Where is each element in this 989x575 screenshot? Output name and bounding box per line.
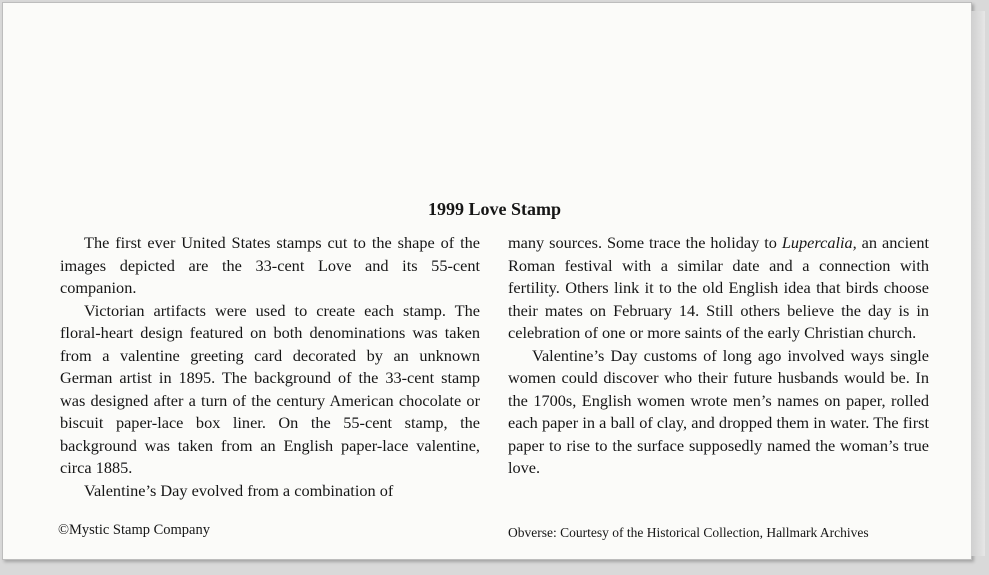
italic-term: Lupercalia, [781, 233, 857, 252]
right-column [508, 232, 929, 480]
left-column [60, 232, 480, 502]
text-run: many sources. Some trace the holiday to [508, 233, 782, 252]
paragraph: The first ever United States stamps cut to the shape of the images depicted are the 33-cent Love and its 55-cent companion. [60, 233, 480, 297]
courtesy-credit: Obverse: Courtesy of the Historical Collection, Hallmark Archives [508, 525, 869, 540]
paragraph-continued [508, 232, 929, 345]
copyright-line: ©Mystic Stamp Company [58, 522, 210, 538]
text-run: an ancient Roman festival with a similar date and a connection with fertility. Others link it to the old English idea that birds choose their mates on February 14. Still others believe the day is in celebration of one or more saints of the early Christian church. [508, 233, 930, 342]
paragraph: Victorian artifacts were used to create each stamp. The floral-heart design featured on both denominations was taken from a valentine greeting card decorated by an unknown German artist in 1895. The background of the 33-cent stamp was designed after a turn of the century American chocolate or biscuit paper-lace box liner. On the 55-cent stamp, the background was taken from an English paper-lace valentine, circa 1885. [60, 300, 480, 477]
paragraph: Valentine’s Day customs of long ago involved ways single women could discover who their future husbands would be. In the 1700s, English women wrote men’s names on paper, rolled each paper in a ball of clay, and dropped them in water. The first paper to rise to the surface supposedly named the woman’s true love. [508, 345, 929, 477]
document-title: 1999 Love Stamp [427, 199, 561, 219]
paragraph: Valentine’s Day evolved from a combination of [84, 480, 394, 500]
